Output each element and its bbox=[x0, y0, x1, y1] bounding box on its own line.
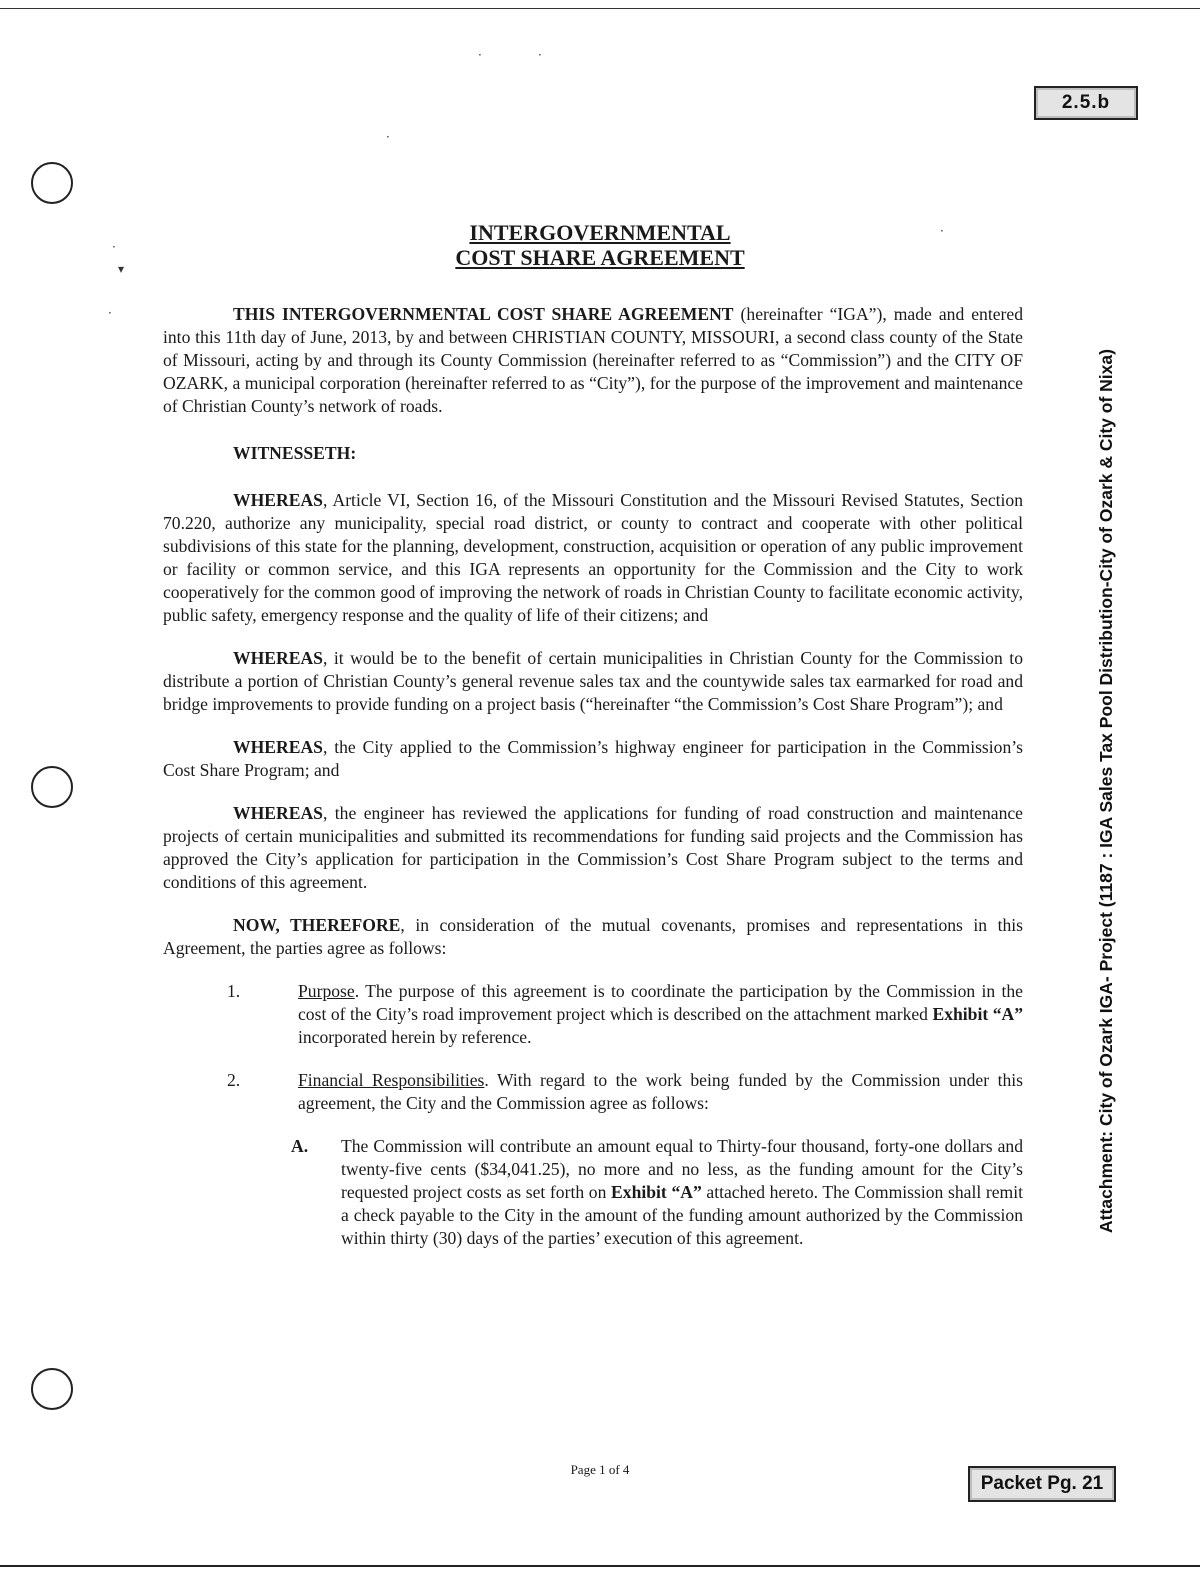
scan-speck: · bbox=[112, 240, 116, 254]
scan-speck: · bbox=[940, 224, 944, 238]
agreement-body bbox=[163, 303, 1023, 1250]
title-line-2: COST SHARE AGREEMENT bbox=[455, 245, 745, 270]
scan-speck: · bbox=[478, 48, 482, 62]
item-heading: Financial Responsibilities bbox=[298, 1070, 485, 1090]
item-text: incorporated herein by reference. bbox=[298, 1027, 532, 1047]
scan-speck: · bbox=[108, 306, 112, 320]
now-therefore-paragraph bbox=[163, 914, 1023, 960]
item-text: . The purpose of this agreement is to coordinate the participation by the Commission in the cost of the City’s road improvement project which is described on the attachment marked bbox=[298, 981, 1023, 1024]
intro-paragraph bbox=[163, 303, 1023, 418]
whereas-paragraph bbox=[163, 647, 1023, 716]
scan-speck: · bbox=[386, 130, 390, 144]
intro-lead: THIS INTERGOVERNMENTAL COST SHARE AGREEMENT bbox=[233, 304, 734, 324]
numbered-item-purpose bbox=[163, 980, 1023, 1049]
item-number: 2. bbox=[227, 1070, 241, 1090]
top-scan-edge bbox=[0, 8, 1200, 9]
item-text: . With regard to the work being funded by the Commission under this agreement, the City and the Commission agree as follows: bbox=[298, 1070, 1023, 1113]
exhibit-reference: Exhibit “A” bbox=[611, 1182, 702, 1202]
bottom-scan-edge bbox=[0, 1565, 1200, 1567]
punch-hole bbox=[31, 1368, 73, 1410]
scan-speck: · bbox=[538, 48, 542, 62]
whereas-lead: WHEREAS bbox=[233, 737, 323, 757]
subitem-letter: A. bbox=[291, 1136, 309, 1156]
subitem-text: The Commission will contribute an amount equal to Thirty-four thousand, forty-one dollars and twenty-five cents ($34,041.25), no more and no less, as the funding amount for the City’s requested project costs as set forth on bbox=[341, 1136, 1023, 1202]
now-therefore-lead: NOW, THEREFORE bbox=[233, 915, 401, 935]
page-number: Page 1 of 4 bbox=[570, 1462, 630, 1477]
document-title bbox=[390, 220, 810, 270]
intro-text: (hereinafter “IGA”), made and entered into this 11th day of June, 2013, by and between CHRISTIAN COUNTY, MISSOURI, a second class county of the State of Missouri, acting by and through its County Commission (hereinafter referred to as “Commission”) and the CITY OF OZARK, a municipal corporation (hereinafter referred to as “City”), for the purpose of the improvement and maintenance of Christian County’s network of roads. bbox=[163, 304, 1024, 416]
whereas-lead: WHEREAS bbox=[233, 490, 323, 510]
whereas-text: , the engineer has reviewed the applications for funding of road construction and maintenance projects of certain municipalities and submitted its recommendations for funding said projects and the Commission has approved the City’s application for participation in the Commission’s Cost Share Program subject to the terms and conditions of this agreement. bbox=[163, 803, 1023, 892]
section-stamp: 2.5.b bbox=[1034, 86, 1138, 120]
whereas-paragraph bbox=[163, 736, 1023, 782]
whereas-paragraph bbox=[163, 489, 1023, 627]
item-heading: Purpose bbox=[298, 981, 355, 1001]
item-number: 1. bbox=[227, 981, 241, 1001]
whereas-text: , Article VI, Section 16, of the Missouri Constitution and the Missouri Revised Statutes, Section 70.220, authorize any municipality, special road district, or county to contract and cooperate with other political subdivisions of this state for the planning, development, construction, acquisition or operation of any public improvement or facility or common service, and this IGA represents an opportunity for the Commission and the City to work cooperatively for the common good of improving the network of roads in Christian County to facilitate economic activity, public safety, emergency response and the quality of life of their citizens; and bbox=[163, 490, 1023, 625]
now-therefore-text: , in consideration of the mutual covenants, promises and representations in this Agreement, the parties agree as follows: bbox=[163, 915, 1023, 958]
punch-hole bbox=[31, 162, 73, 204]
subitem-text: attached hereto. The Commission shall remit a check payable to the City in the amount of the funding amount authorized by the Commission within thirty (30) days of the parties’ execution of this agreement. bbox=[341, 1182, 1024, 1248]
witnesseth-heading: WITNESSETH: bbox=[233, 443, 357, 463]
subitem-a bbox=[163, 1135, 1023, 1250]
whereas-text: , the City applied to the Commission’s highway engineer for participation in the Commission’s Cost Share Program; and bbox=[163, 737, 1023, 780]
packet-page-stamp: Packet Pg. 21 bbox=[968, 1466, 1116, 1502]
punch-hole bbox=[31, 766, 73, 808]
attachment-sidebar: Attachment: City of Ozark IGA- Project (1187 : IGA Sales Tax Pool Distribution-City of Ozark & City of Nixa) bbox=[1096, 349, 1116, 1233]
exhibit-reference: Exhibit “A” bbox=[932, 1004, 1023, 1024]
scan-speck: ▾ bbox=[118, 262, 125, 276]
whereas-lead: WHEREAS bbox=[233, 803, 323, 823]
whereas-paragraph bbox=[163, 802, 1023, 894]
title-line-1: INTERGOVERNMENTAL bbox=[469, 220, 731, 245]
whereas-text: , it would be to the benefit of certain municipalities in Christian County for the Commission to distribute a portion of Christian County’s general revenue sales tax and the countywide sales tax earmarked for road and bridge improvements to provide funding on a project basis (“hereinafter “the Commission’s Cost Share Program”); and bbox=[163, 648, 1023, 714]
numbered-item-financial bbox=[163, 1069, 1023, 1115]
whereas-lead: WHEREAS bbox=[233, 648, 323, 668]
